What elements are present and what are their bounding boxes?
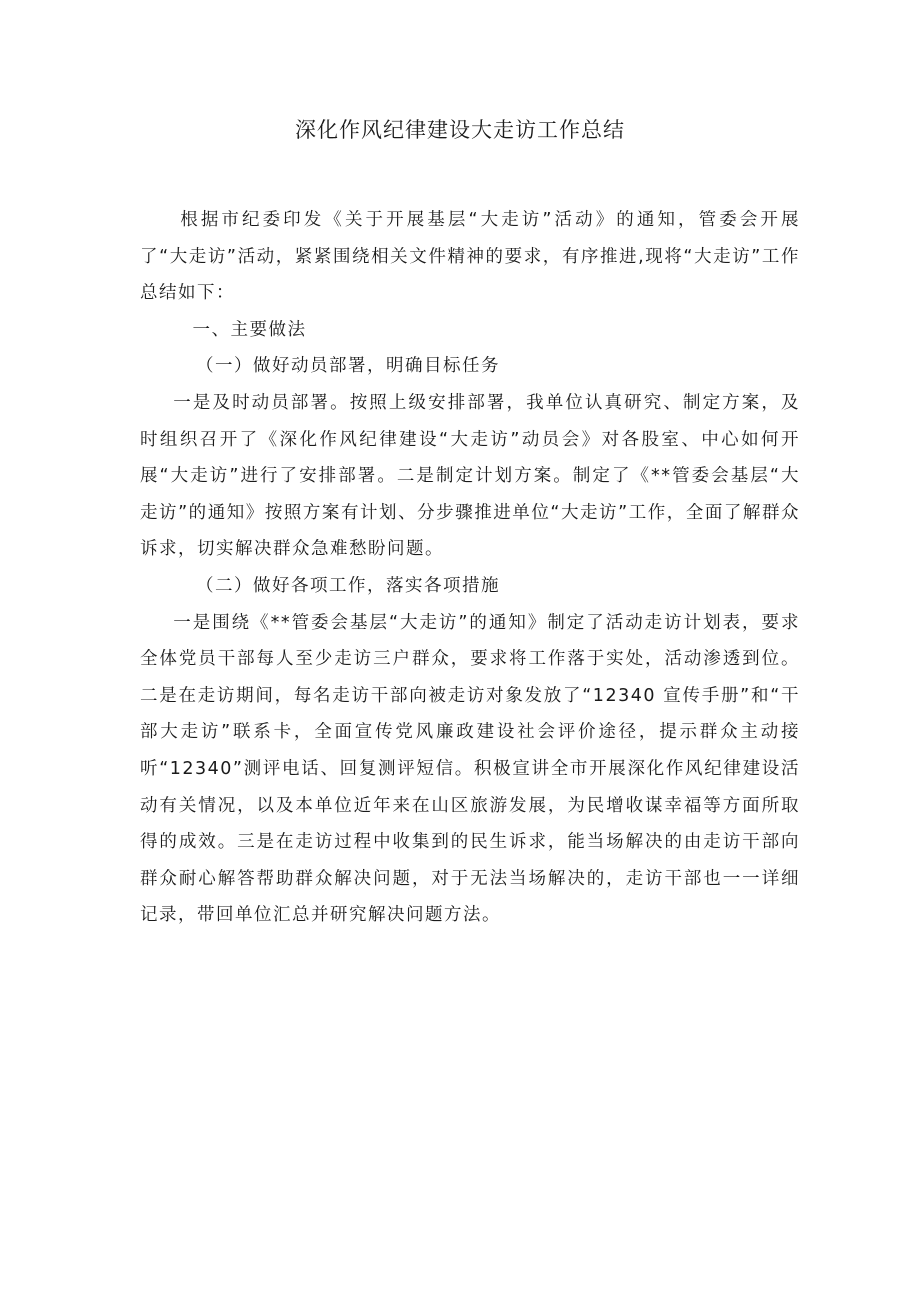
subsection-1-paragraph: 一是及时动员部署。按照上级安排部署，我单位认真研究、制定方案，及时组织召开了《深化作风纪律建设“大走访”动员会》对各股室、中心如何开展“大走访”进行了安排部署。二是制定计划方案。制定了《**管委会基层“大走访”的通知》按照方案有计划、分步骤推进单位“大走访”工作，全面了解群众诉求，切实解决群众急难愁盼问题。 bbox=[140, 392, 800, 560]
subsection-heading-2: （二）做好各项工作，落实各项措施 bbox=[196, 575, 500, 596]
subsection-2-paragraph: 一是围绕《**管委会基层“大走访”的通知》制定了活动走访计划表，要求全体党员干部每人至少走访三户群众，要求将工作落于实处，活动渗透到位。二是在走访期间，每名走访干部向被走访对象发放了“12340 宣传手册”和“干部大走访”联系卡，全面宣传党风廉政建设社会评价途径，提示群众主动接听“12340”测评电话、回复测评短信。积极宣讲全市开展深化作风纪律建设活动有关情况，以及本单位近年来在山区旅游发展，为民增收谋幸福等方面所取得的成效。三是在走访过程中收集到的民生诉求，能当场解决的由走访干部向群众耐心解答帮助群众解决问题，对于无法当场解决的，走访干部也一一详细记录，带回单位汇总并研究解决问题方法。 bbox=[140, 612, 800, 926]
document-title: 深化作风纪律建设大走访工作总结 bbox=[295, 118, 625, 142]
intro-paragraph: 根据市纪委印发《关于开展基层“大走访”活动》的通知，管委会开展了“大走访”活动，紧紧围绕相关文件精神的要求，有序推进,现将“大走访”工作总结如下： bbox=[140, 210, 800, 304]
subsection-heading-1: （一）做好动员部署，明确目标任务 bbox=[196, 356, 500, 377]
section-heading-main-practices: 一、主要做法 bbox=[192, 319, 307, 340]
document-body bbox=[140, 202, 800, 934]
